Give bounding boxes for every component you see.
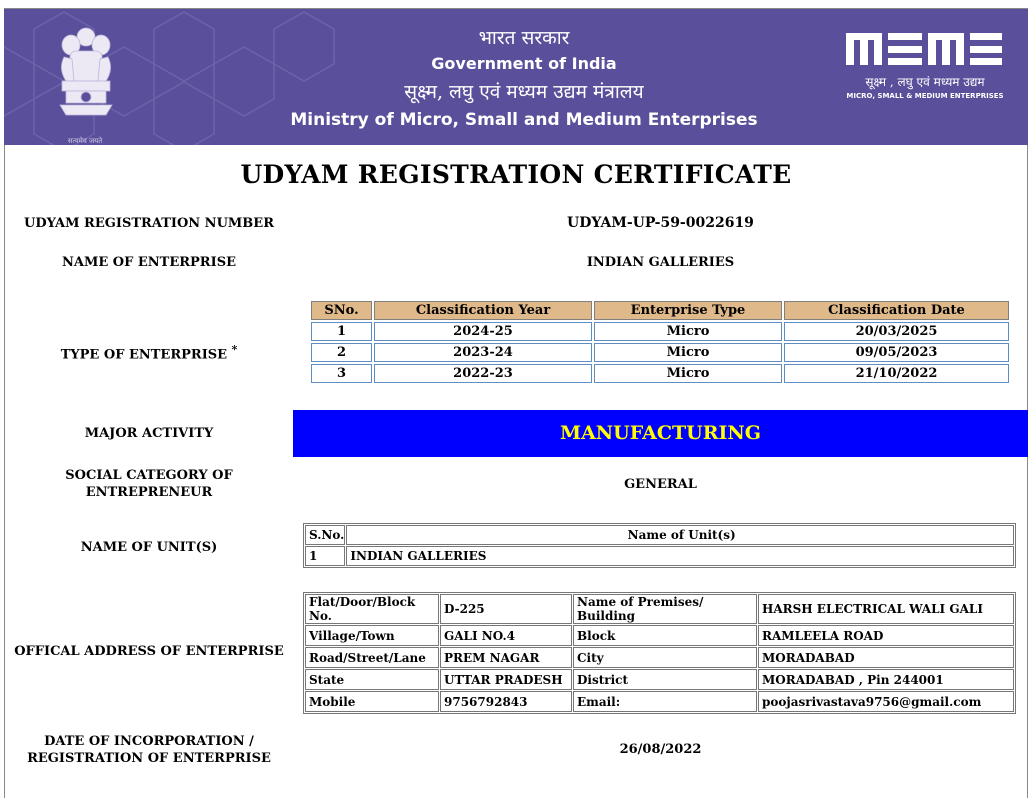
registration-number-label: UDYAM REGISTRATION NUMBER (24, 216, 274, 231)
unit-cell-name: INDIAN GALLERIES (346, 546, 1014, 566)
cell-year: 2023-24 (374, 343, 592, 362)
address-field-value: MORADABAD , Pin 244001 (758, 669, 1014, 690)
cell-type: Micro (594, 322, 782, 341)
government-heading (264, 25, 784, 133)
social-category-label (18, 467, 280, 501)
registration-number-value: UDYAM-UP-59-0022619 (567, 215, 754, 231)
enterprise-type-asterisk: * (231, 343, 238, 356)
address-field-value: UTTAR PRADESH (440, 669, 572, 690)
table-row (311, 322, 1009, 341)
incorporation-label-line2: REGISTRATION OF ENTERPRISE (27, 751, 271, 766)
enterprise-name-label: NAME OF ENTERPRISE (61, 255, 236, 270)
cell-sno: 3 (311, 364, 372, 383)
table-row (305, 669, 1014, 690)
unit-header-row (305, 525, 1014, 545)
unit-header-name: Name of Unit(s) (346, 525, 1014, 545)
cell-year: 2024-25 (374, 322, 592, 341)
header-classification-date: Classification Date (784, 301, 1009, 320)
address-field-label: Block (573, 625, 757, 646)
msme-hindi-tagline: सूक्ष्म , लघु एवं मध्यम उद्यम (865, 75, 985, 89)
table-row (311, 343, 1009, 362)
address-field-label: Road/Street/Lane (305, 647, 439, 668)
english-government-title: Government of India (431, 54, 617, 73)
table-row (311, 364, 1009, 383)
unit-cell-sno: 1 (305, 546, 345, 566)
social-category-value: GENERAL (624, 477, 697, 492)
cell-date: 09/05/2023 (784, 343, 1009, 362)
emblem-caption: सत्यमेव जयते (67, 137, 103, 145)
cell-date: 20/03/2025 (784, 322, 1009, 341)
incorporation-date-label (14, 733, 284, 767)
cell-year: 2022-23 (374, 364, 592, 383)
unit-table (303, 523, 1016, 568)
address-field-label: Email: (573, 691, 757, 712)
table-row (305, 546, 1014, 566)
classification-header-row (311, 301, 1009, 320)
table-row (305, 691, 1014, 712)
table-row (305, 625, 1014, 646)
unit-header-sno: S.No. (305, 525, 345, 545)
enterprise-type-label-text: TYPE OF ENTERPRISE (60, 347, 228, 363)
address-field-value: HARSH ELECTRICAL WALI GALI (758, 594, 1014, 624)
address-field-label: Mobile (305, 691, 439, 712)
classification-table (309, 299, 1011, 385)
major-activity-label: MAJOR ACTIVITY (84, 426, 214, 441)
email-value: poojasrivastava9756@gmail.com (758, 691, 1014, 712)
social-category-label-line2: ENTREPRENEUR (85, 485, 213, 500)
address-table (303, 592, 1016, 714)
enterprise-type-label (18, 341, 280, 363)
msme-logo-icon (846, 31, 1002, 67)
address-field-value: PREM NAGAR (440, 647, 572, 668)
address-field-label: Flat/Door/Block No. (305, 594, 439, 624)
ashoka-emblem-icon (44, 23, 128, 135)
address-field-label: District (573, 669, 757, 690)
english-ministry-title: Ministry of Micro, Small and Medium Enterprises (290, 110, 758, 130)
address-field-label: State (305, 669, 439, 690)
cell-sno: 1 (311, 322, 372, 341)
address-field-value: D-225 (440, 594, 572, 624)
header-enterprise-type: Enterprise Type (594, 301, 782, 320)
social-category-label-line1: SOCIAL CATEGORY OF (65, 468, 233, 483)
cell-type: Micro (594, 364, 782, 383)
major-activity-value: MANUFACTURING (293, 410, 1028, 457)
official-address-label: OFFICAL ADDRESS OF ENTERPRISE (14, 644, 284, 659)
header-sno: SNo. (311, 301, 372, 320)
msme-english-tagline: MICRO, SMALL & MEDIUM ENTERPRISES (846, 92, 1004, 100)
hindi-government-title: भारत सरकार (478, 27, 570, 49)
enterprise-name-value: INDIAN GALLERIES (586, 255, 735, 270)
address-field-value: MORADABAD (758, 647, 1014, 668)
address-field-value: GALI NO.4 (440, 625, 572, 646)
address-field-label: City (573, 647, 757, 668)
address-field-value: RAMLEELA ROAD (758, 625, 1014, 646)
table-row (305, 594, 1014, 624)
unit-name-label: NAME OF UNIT(S) (80, 540, 218, 555)
incorporation-date-value: 26/08/2022 (619, 742, 702, 757)
address-field-value: 9756792843 (440, 691, 572, 712)
certificate-title: UDYAM REGISTRATION CERTIFICATE (240, 160, 792, 189)
table-row (305, 647, 1014, 668)
address-field-label: Village/Town (305, 625, 439, 646)
cell-date: 21/10/2022 (784, 364, 1009, 383)
cell-sno: 2 (311, 343, 372, 362)
incorporation-label-line1: DATE OF INCORPORATION / (44, 734, 254, 749)
header-classification-year: Classification Year (374, 301, 592, 320)
cell-type: Micro (594, 343, 782, 362)
header-banner (4, 9, 1028, 145)
hindi-ministry-title: सूक्ष्म, लघु एवं मध्यम उद्यम मंत्रालय (404, 81, 644, 103)
address-field-label: Name of Premises/ Building (573, 594, 757, 624)
